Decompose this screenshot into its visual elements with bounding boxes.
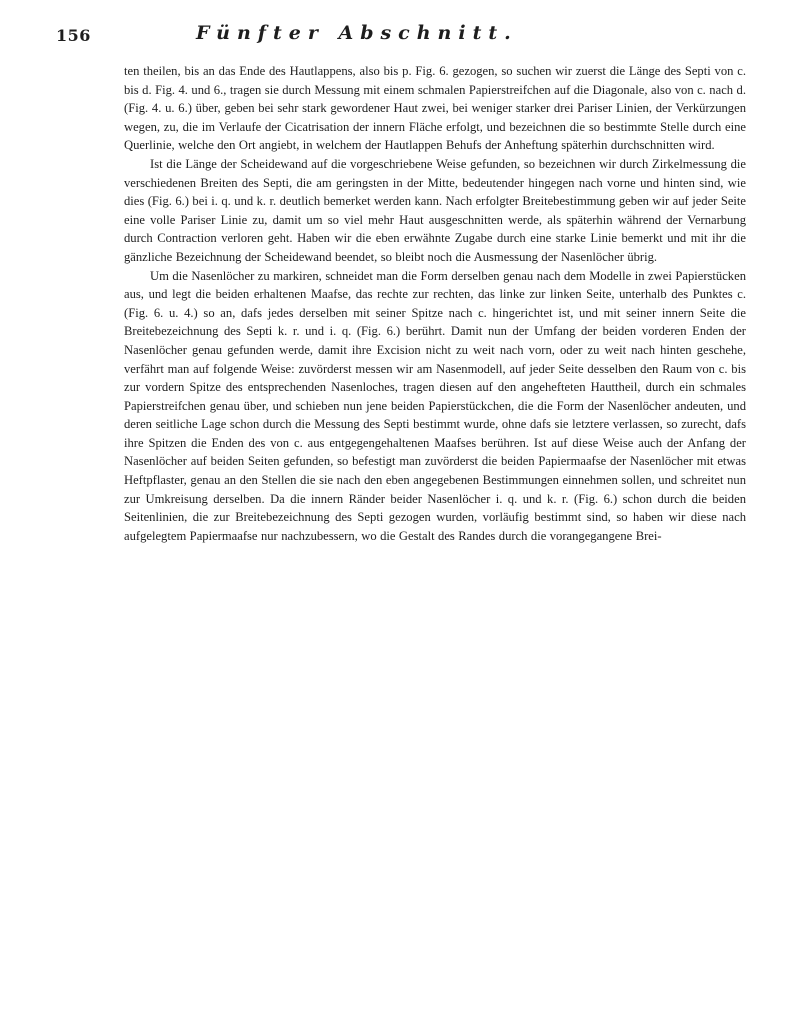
paragraph-septum-width: Ist die Länge der Scheidewand auf die vorgeschriebene Weise gefunden, so bezeichnen wir durch Zirkelmessung die verschiedenen Breiten des Septi, die am geringsten in der Mitte, bedeutender hingegen nach vorne und hinten sind, wie dies (Fig. 6.) bei i. q. und k. r. deutlich bemerket werden kann. Nach erfolgter Breitebestimmung geben wir auf jeder Seite eine volle Pariser Linie zu, damit um so viel mehr Haut ausgeschnitten werde, als späterhin während der Vernarbung durch Contraction verloren geht. Haben wir die eben erwähnte Zugabe durch eine starke Linie bemerkt und mit ihr die gänzliche Bezeichnung der Scheidewand beendet, so bleibt noch die Ausmessung der Nasenlöcher übrig.: [124, 156, 746, 264]
running-head: [56, 16, 756, 48]
page-number: 156: [56, 26, 91, 45]
paragraph-continuation: ten theilen, bis an das Ende des Hautlappens, also bis p. Fig. 6. gezogen, so suchen wir zuerst die Länge des Septi von c. bis d. Fig. 4. und 6., tragen sie durch Messung mit einem schmalen Papierstreifchen auf die Diagonale, also von c. nach d. (Fig. 4. u. 6.) über, geben bei sehr stark gewordener Haut zwei, bei weniger starker drei Pariser Linien, der Verkürzungen wegen, zu, die im Verlaufe der Cicatrisation der innern Fläche erfolgt, und bezeichnen die so bestimmte Stelle durch eine Querlinie, welche den Ort angiebt, in welchem der Hautlappen Behufs der Anheftung späterhin durchschnitten wird.: [124, 64, 746, 153]
body-text: [124, 62, 746, 1022]
paragraph-nostrils: Um die Nasenlöcher zu markiren, schneidet man die Form derselben genau nach dem Modelle in zwei Papierstücken aus, und legt die beiden erhaltenen Maafse, das rechte zur rechten, das linke zur linken Seite, unterhalb des Punktes c. (Fig. 6. u. 4.) so an, dafs jedes derselben mit seiner Spitze nach c. hingerichtet ist, und mit seiner innern Seite die Breitebezeichnung des Septi k. r. und i. q. (Fig. 6.) berührt. Damit nun der Umfang der beiden vorderen Enden der Nasenlöcher genau gefunden werde, damit ihre Excision nicht zu weit nach vorn, oder zu weit nach hinten geschehe, verfährt man auf folgende Weise: zuvörderst messen wir am Nasenmodell, auf jeder Seite desselben den Raum von c. bis zur vordern Spitze des entsprechenden Nasenloches, tragen diesen auf den angehefteten Hauttheil, durch ein schmales Papierstreifchen genau über, und schieben nun jene beiden Papierstückchen, die die Form der Nasenlöcher andeuten, und deren seitliche Lage schon durch die Messung des Septi bestimmt wurde, ohne dafs sie letztere verlassen, so zurecht, dafs ihre Spitzen die Enden des von c. aus entgegengehaltenen Maafses berühren. Ist auf diese Weise auch der Anfang der Nasenlöcher auf beiden Seiten gefunden, so befestigt man zuvörderst die beiden Papiermaafse der Nasenlöcher mit etwas Heftpflaster, genau an den Stellen die sie nach den eben angegebenen Bestimmungen einnehmen sollen, und schreitet nun zur Umkreisung derselben. Da die innern Ränder beider Nasenlöcher i. q. und k. r. (Fig. 6.) schon durch die beiden Seitenlinien, die zur Breitebezeichnung des Septi gezogen wurden, vorläufig bestimmt sind, so haben wir diese nach aufgelegtem Papiermaafse nur nachzubessern, wo die Gestalt des Randes durch die vorangegangene Brei-: [124, 268, 746, 543]
section-title: Fünfter Abschnitt.: [196, 22, 518, 44]
